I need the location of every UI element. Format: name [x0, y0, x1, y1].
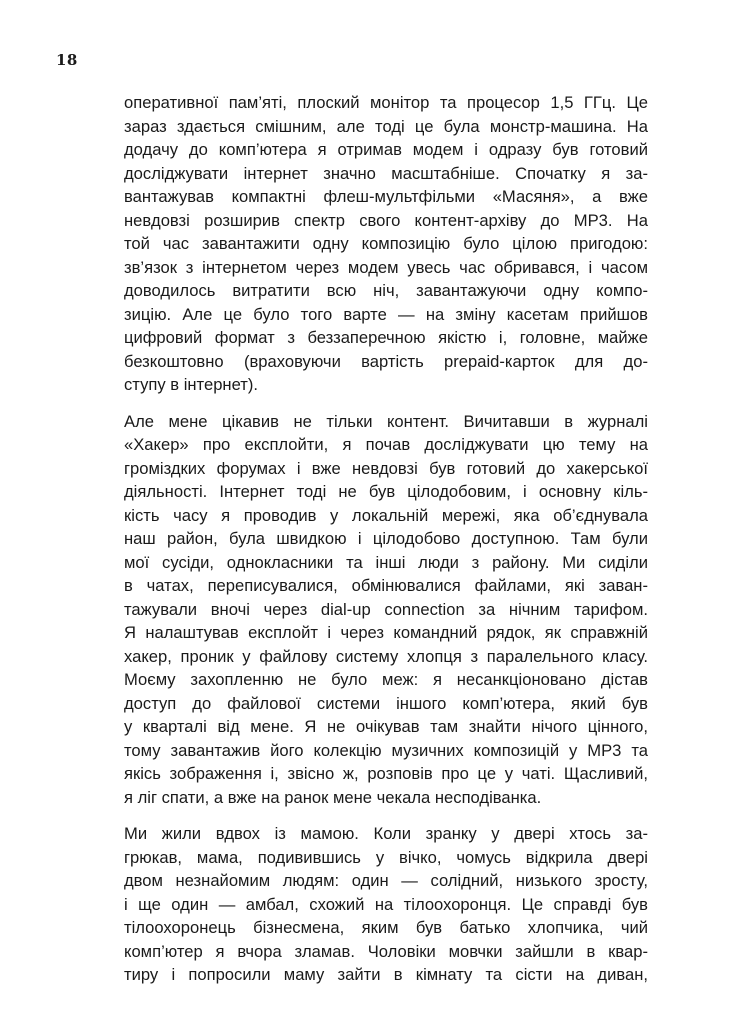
text-line: невдовзі розширив спектр свого контент-архіву до MP3. На — [124, 210, 648, 230]
body-text — [124, 91, 648, 1000]
text-line: тому завантажив його колекцію музичних композицій у MP3 та — [124, 740, 648, 760]
text-line: зицію. Але це було того варте — на зміну касетам прийшов — [124, 304, 648, 324]
text-line: додачу до комп’ютера я отримав модем і одразу був готовий — [124, 140, 648, 159]
text-line: досліджувати інтернет значно масштабніше. Спочатку я за- — [124, 163, 648, 183]
text-line: я ліг спати, а вже на ранок мене чекала несподіванка. — [124, 787, 542, 807]
text-line: тажували вночі через dial-up connection за нічним тарифом. — [124, 599, 648, 619]
text-line: зв’язок з інтернетом через модем увесь час обривався, і часом — [124, 257, 648, 277]
text-line: і ще один — амбал, схожий на тілоохоронця. Це справді був — [124, 894, 648, 914]
text-line: наш район, була швидкою і цілодобово доступною. Там були — [124, 529, 648, 548]
text-line: доводилось витратити всю ніч, завантажуючи одну компо- — [124, 281, 648, 300]
text-line: тілоохоронець бізнесмена, яким був батько хлопчика, чий — [124, 918, 648, 937]
text-line: ступу в інтернет). — [124, 375, 258, 394]
text-line: Моєму захопленню не було меж: я несанкціоновано дістав — [124, 670, 648, 689]
text-line: тиру і попросили маму зайти в кімнату та сісти на диван, — [124, 965, 648, 984]
text-line: Я налаштував експлойт і через командний рядок, як справжній — [124, 623, 648, 642]
text-line: хакер, проник у файлову систему хлопця з паралельного класу. — [124, 646, 648, 666]
text-line: громіздких форумах і вже невдовзі був готовий до хакерської — [124, 458, 648, 478]
text-line: вантажував компактні флеш-мультфільми «Масяня», а вже — [124, 187, 648, 206]
text-line: в чатах, переписувалися, обмінювалися файлами, які заван- — [124, 576, 648, 595]
text-line: доступ до файлової системи іншого комп’ютера, який був — [124, 693, 648, 713]
text-line: діяльності. Інтернет тоді не був цілодобовим, і основну кіль- — [124, 482, 648, 501]
text-line: той час завантажити одну композицію було цілою пригодою: — [124, 234, 648, 253]
paragraph — [124, 822, 648, 987]
text-line: якісь зображення і, звісно ж, розповів про це у чаті. Щасливий, — [124, 764, 648, 783]
text-line: у кварталі від мене. Я не очікував там знайти нічого цінного, — [124, 717, 648, 736]
text-line: оперативної пам’яті, плоский монітор та процесор 1,5 ГГц. Це — [124, 93, 648, 112]
text-line: грюкав, мама, подивившись у вічко, чомусь відкрила двері — [124, 847, 648, 867]
text-line: безкоштовно (враховуючи вартість prepaid-карток для до- — [124, 351, 648, 371]
text-line: двом незнайомим людям: один — солідний, низького зросту, — [124, 871, 648, 890]
text-line: кість часу я проводив у локальній мережі, яка об’єднувала — [124, 505, 648, 525]
text-line: «Хакер» про експлойти, я почав досліджувати цю тему на — [124, 435, 648, 454]
text-line: зараз здається смішним, але тоді це була монстр-машина. На — [124, 116, 648, 136]
paragraph — [124, 410, 648, 810]
text-line: цифровий формат з беззаперечною якістю і, головне, майже — [124, 328, 648, 347]
paragraph — [124, 91, 648, 397]
text-line: Ми жили вдвох із мамою. Коли зранку у двері хтось за- — [124, 824, 648, 843]
text-line: мої сусіди, однокласники та інші люди з району. Ми сиділи — [124, 552, 648, 572]
page-number: 18 — [56, 51, 78, 69]
text-line: Але мене цікавив не тільки контент. Вичитавши в журналі — [124, 411, 648, 431]
text-line: комп’ютер я вчора зламав. Чоловіки мовчки зайшли в квар- — [124, 941, 648, 961]
